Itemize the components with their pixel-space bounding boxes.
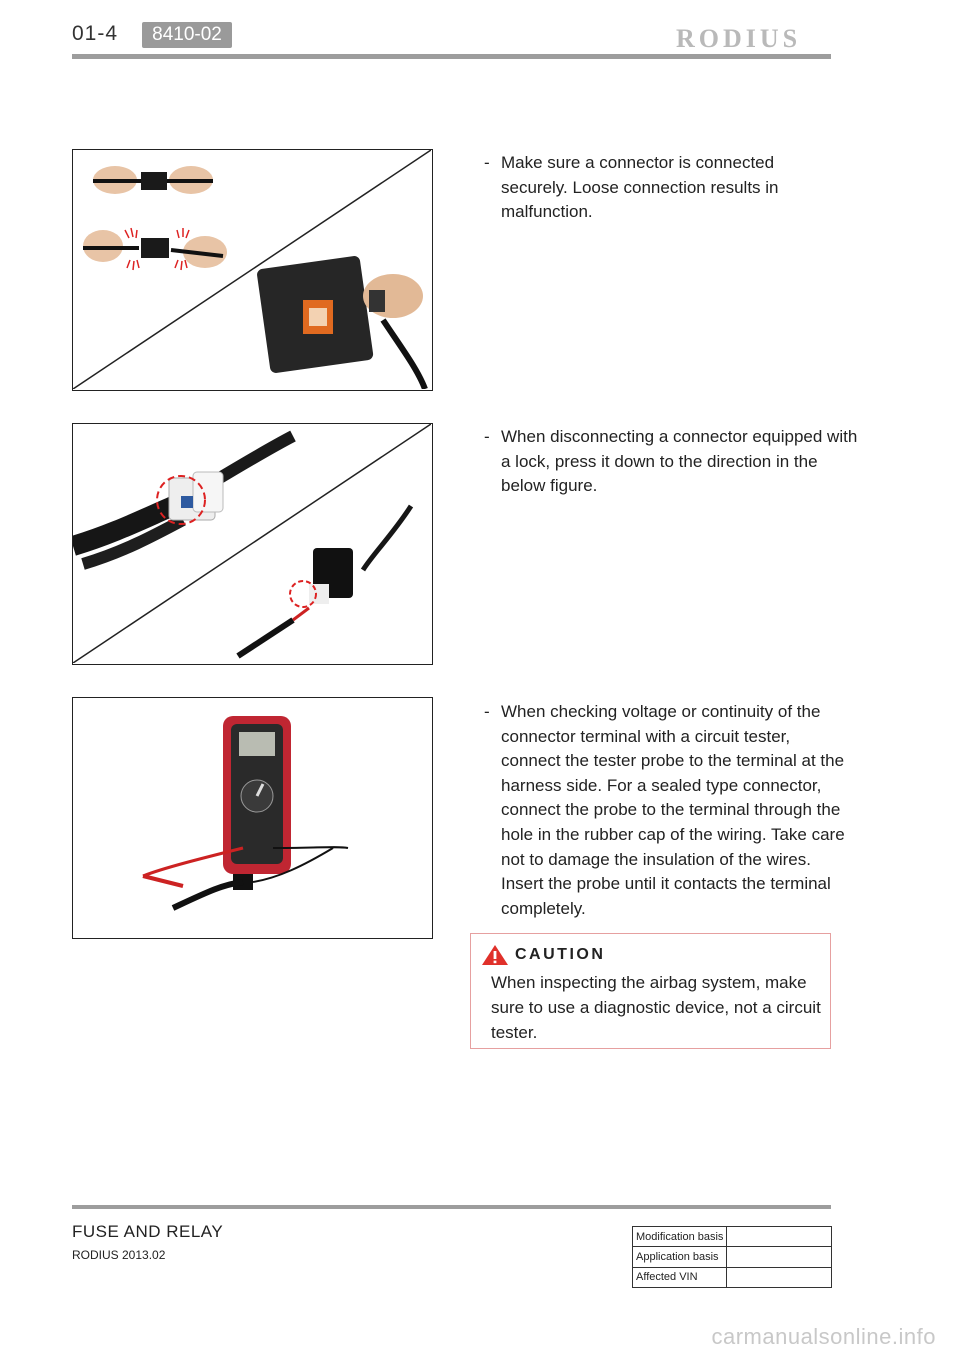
figure-circuit-tester: [72, 697, 433, 939]
caution-title: CAUTION: [515, 946, 606, 963]
basis-label: Modification basis: [633, 1227, 727, 1247]
step-bullet: -: [484, 702, 490, 721]
caution-header: [481, 944, 606, 966]
step-lock-disconnect: [484, 425, 864, 499]
basis-value: [727, 1247, 832, 1267]
basis-label: Affected VIN: [633, 1267, 727, 1287]
step-bullet: -: [484, 427, 490, 446]
figure-connector-lock: [72, 423, 433, 665]
basis-label: Application basis: [633, 1247, 727, 1267]
brand-logo: RODIUS: [676, 24, 802, 53]
caution-text: When inspecting the airbag system, make sure to use a diagnostic device, not a circuit tester.: [491, 973, 821, 1042]
footer-edition: RODIUS 2013.02: [72, 1248, 166, 1262]
table-row: [633, 1267, 832, 1287]
warning-triangle-icon: [481, 944, 509, 966]
connector-illustration: [73, 150, 431, 389]
lock-connector-illustration: [73, 424, 431, 663]
footer-divider: [72, 1205, 831, 1209]
basis-value: [727, 1267, 832, 1287]
caution-box: [470, 933, 831, 1049]
section-code-badge: 8410-02: [142, 22, 232, 48]
figure-connector-connection: [72, 149, 433, 391]
step-text: Make sure a connector is connected securely. Loose connection results in malfunction.: [501, 153, 779, 222]
step-circuit-tester: [484, 700, 854, 921]
watermark: carmanualsonline.info: [711, 1324, 936, 1349]
step-text: When disconnecting a connector equipped with a lock, press it down to the direction in the below figure.: [501, 427, 858, 496]
table-row: [633, 1247, 832, 1267]
table-row: [633, 1227, 832, 1247]
multimeter-illustration: [73, 698, 431, 937]
footer-section-title: FUSE AND RELAY: [72, 1222, 224, 1241]
basis-table: [632, 1226, 832, 1288]
header-divider: [72, 54, 831, 59]
step-connection-check: [484, 151, 784, 225]
page-number: 01-4: [72, 22, 119, 45]
basis-value: [727, 1227, 832, 1247]
step-bullet: -: [484, 153, 490, 172]
step-text: When checking voltage or continuity of the connector terminal with a circuit tester, connect the tester probe to the terminal at the harness side. For a sealed type connector, connect the probe to the terminal through the hole in the rubber cap of the wiring. Take care not to damage the insulation of the wires. Insert the probe until it contacts the terminal completely.: [501, 702, 845, 918]
